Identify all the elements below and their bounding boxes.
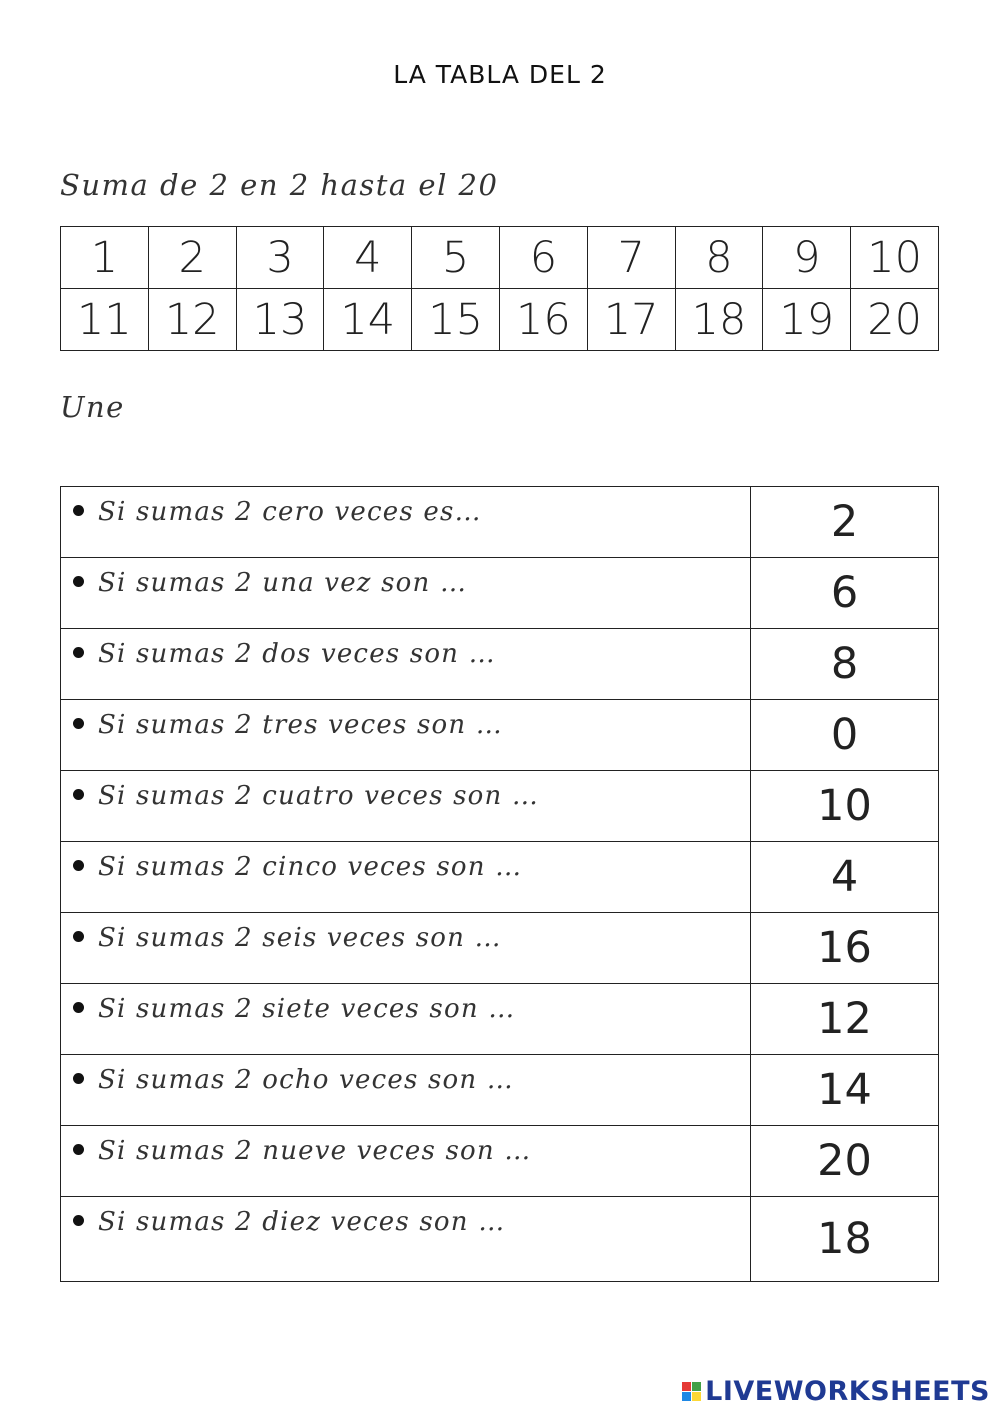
number-cell: 5 xyxy=(412,227,500,289)
match-answer[interactable]: 20 xyxy=(751,1126,939,1197)
number-cell: 11 xyxy=(61,289,149,351)
number-cell: 16 xyxy=(499,289,587,351)
question-text: Si sumas 2 cuatro veces son … xyxy=(98,781,540,811)
number-cell: 6 xyxy=(499,227,587,289)
number-cell: 20 xyxy=(851,289,939,351)
match-question[interactable] xyxy=(61,1197,751,1282)
number-grid xyxy=(60,226,939,351)
question-text: Si sumas 2 seis veces son … xyxy=(98,923,502,953)
match-row xyxy=(61,842,939,913)
match-question[interactable] xyxy=(61,1055,751,1126)
match-question[interactable] xyxy=(61,984,751,1055)
bullet-icon xyxy=(73,576,84,587)
number-cell: 12 xyxy=(148,289,236,351)
match-row xyxy=(61,1126,939,1197)
match-question[interactable] xyxy=(61,913,751,984)
match-answer[interactable]: 18 xyxy=(751,1197,939,1282)
number-cell: 9 xyxy=(763,227,851,289)
match-question[interactable] xyxy=(61,558,751,629)
section-label-suma: Suma de 2 en 2 hasta el 20 xyxy=(60,168,499,202)
question-text: Si sumas 2 dos veces son … xyxy=(98,639,496,669)
bullet-icon xyxy=(73,505,84,516)
match-question[interactable] xyxy=(61,487,751,558)
page-title: LA TABLA DEL 2 xyxy=(393,60,607,89)
bullet-icon xyxy=(73,647,84,658)
question-text: Si sumas 2 ocho veces son … xyxy=(98,1065,514,1095)
bullet-icon xyxy=(73,1073,84,1084)
match-answer[interactable]: 10 xyxy=(751,771,939,842)
number-grid-row xyxy=(61,289,939,351)
question-text: Si sumas 2 siete veces son … xyxy=(98,994,516,1024)
logo-square xyxy=(692,1392,701,1401)
match-answer[interactable]: 14 xyxy=(751,1055,939,1126)
logo-square xyxy=(692,1382,701,1391)
logo-square xyxy=(682,1382,691,1391)
bullet-icon xyxy=(73,931,84,942)
match-question[interactable] xyxy=(61,700,751,771)
liveworksheets-logo-icon xyxy=(682,1382,701,1401)
number-cell: 8 xyxy=(675,227,763,289)
number-grid-row xyxy=(61,227,939,289)
bullet-icon xyxy=(73,1002,84,1013)
number-cell: 17 xyxy=(587,289,675,351)
number-cell: 19 xyxy=(763,289,851,351)
match-question[interactable] xyxy=(61,1126,751,1197)
number-cell: 4 xyxy=(324,227,412,289)
bullet-icon xyxy=(73,860,84,871)
bullet-icon xyxy=(73,1215,84,1226)
match-row xyxy=(61,1055,939,1126)
matching-table xyxy=(60,486,939,1282)
number-cell: 1 xyxy=(61,227,149,289)
match-answer[interactable]: 0 xyxy=(751,700,939,771)
logo-square xyxy=(682,1392,691,1401)
question-text: Si sumas 2 diez veces son … xyxy=(98,1207,506,1237)
match-answer[interactable]: 16 xyxy=(751,913,939,984)
number-cell: 15 xyxy=(412,289,500,351)
match-answer[interactable]: 2 xyxy=(751,487,939,558)
match-answer[interactable]: 8 xyxy=(751,629,939,700)
number-cell: 10 xyxy=(851,227,939,289)
match-answer[interactable]: 6 xyxy=(751,558,939,629)
match-question[interactable] xyxy=(61,842,751,913)
question-text: Si sumas 2 cinco veces son … xyxy=(98,852,523,882)
question-text: Si sumas 2 tres veces son … xyxy=(98,710,503,740)
number-cell: 3 xyxy=(236,227,324,289)
number-cell: 14 xyxy=(324,289,412,351)
match-question[interactable] xyxy=(61,629,751,700)
match-row xyxy=(61,487,939,558)
bullet-icon xyxy=(73,1144,84,1155)
brand-text: LIVEWORKSHEETS xyxy=(705,1376,990,1407)
question-text: Si sumas 2 una vez son … xyxy=(98,568,468,598)
match-row xyxy=(61,771,939,842)
match-row xyxy=(61,984,939,1055)
question-text: Si sumas 2 nueve veces son … xyxy=(98,1136,532,1166)
match-question[interactable] xyxy=(61,771,751,842)
number-cell: 18 xyxy=(675,289,763,351)
match-row xyxy=(61,700,939,771)
bullet-icon xyxy=(73,789,84,800)
bullet-icon xyxy=(73,718,84,729)
match-row xyxy=(61,629,939,700)
match-row xyxy=(61,558,939,629)
match-answer[interactable]: 4 xyxy=(751,842,939,913)
section-label-une: Une xyxy=(60,390,125,424)
number-cell: 7 xyxy=(587,227,675,289)
match-answer[interactable]: 12 xyxy=(751,984,939,1055)
match-row xyxy=(61,1197,939,1282)
question-text: Si sumas 2 cero veces es… xyxy=(98,497,482,527)
liveworksheets-brand xyxy=(682,1376,990,1407)
number-cell: 13 xyxy=(236,289,324,351)
match-row xyxy=(61,913,939,984)
number-cell: 2 xyxy=(148,227,236,289)
